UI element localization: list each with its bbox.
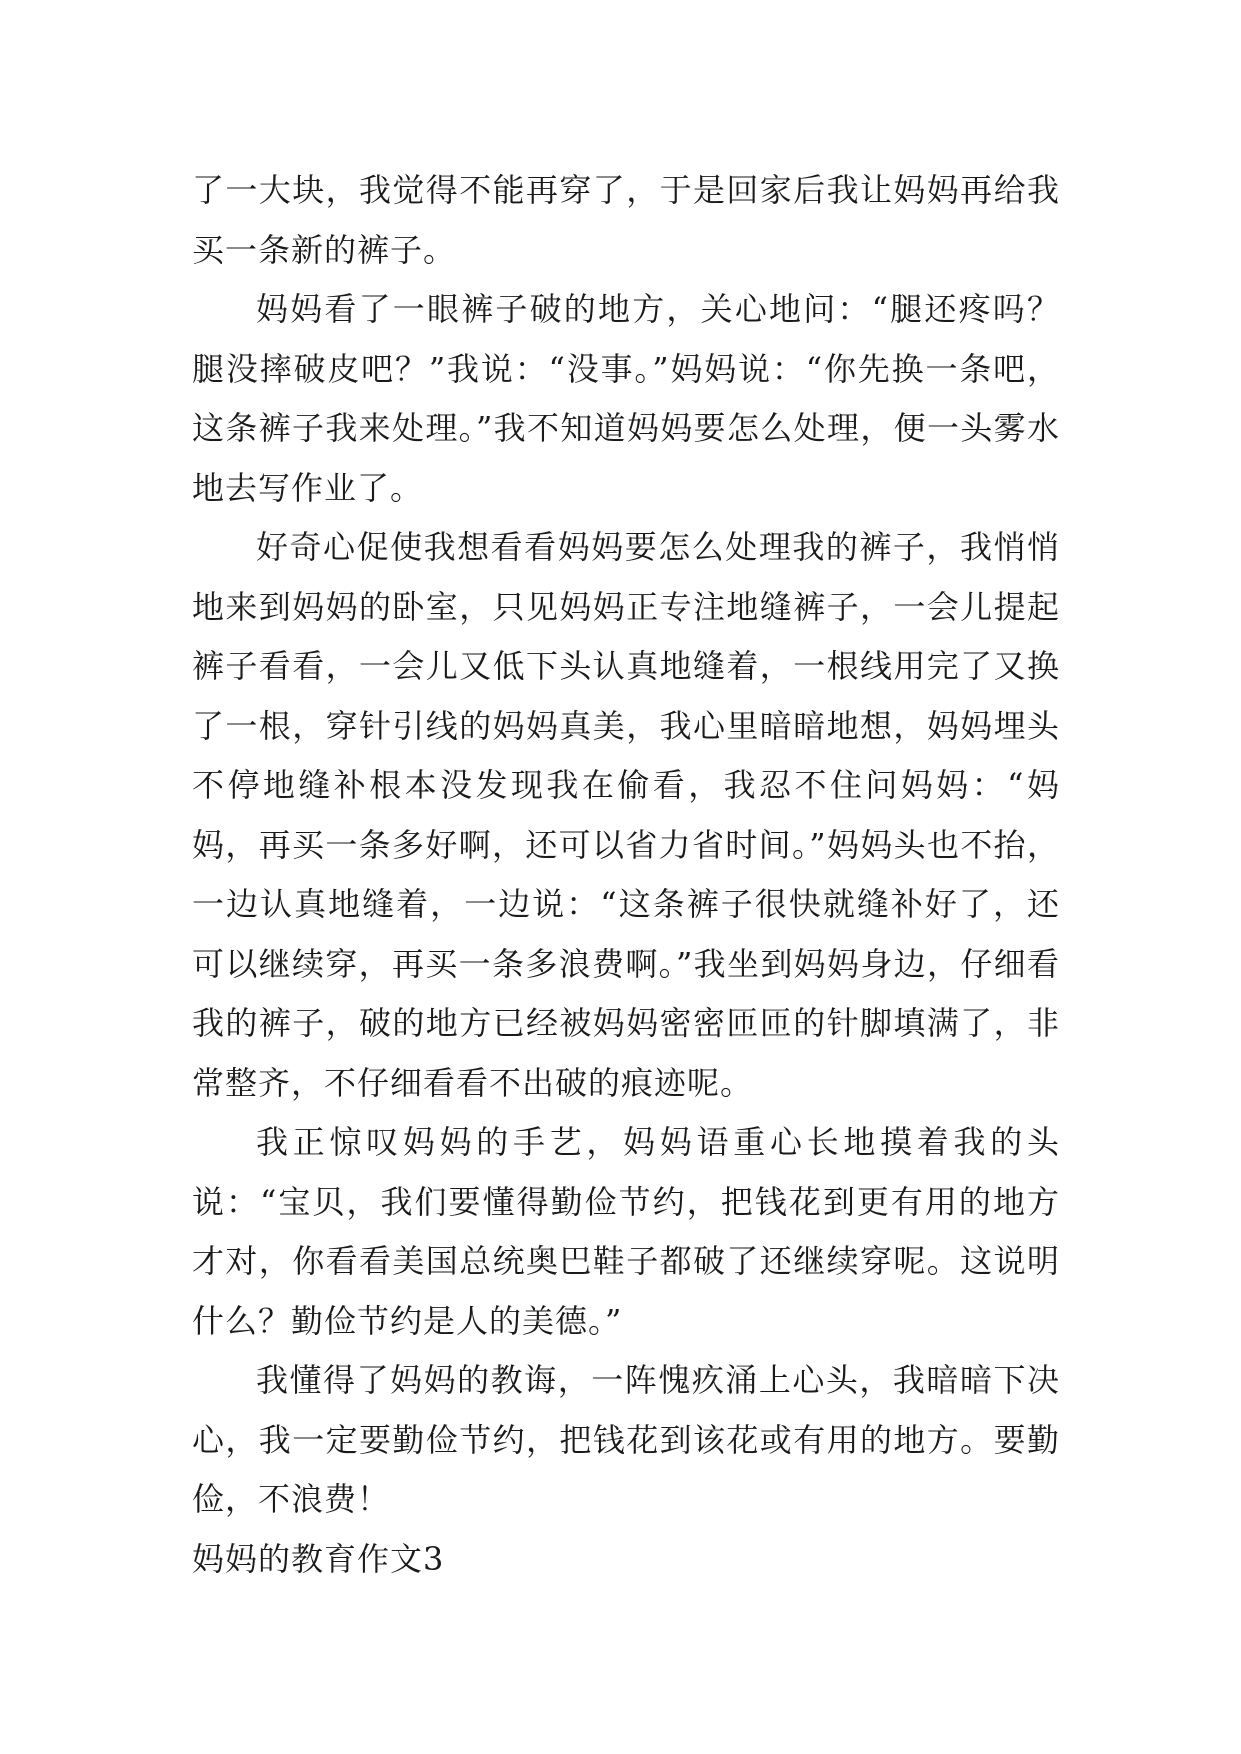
- section-heading: 妈妈的教育作文3: [192, 1539, 445, 1578]
- paragraph-4: 我正惊叹妈妈的手艺，妈妈语重心长地摸着我的头说：“宝贝，我们要懂得勤俭节约，把钱花到更有用的地方才对，你看看美国总统奥巴鞋子都破了还继续穿呢。这说明什么？勤俭节约是人的美德。”: [192, 1123, 1060, 1340]
- document-body: [192, 161, 1060, 1589]
- paragraph-3: 好奇心促使我想看看妈妈要怎么处理我的裤子，我悄悄地来到妈妈的卧室，只见妈妈正专注地缝裤子，一会儿提起裤子看看，一会儿又低下头认真地缝着，一根线用完了又换了一根，穿针引线的妈妈真美，我心里暗暗地想，妈妈埋头不停地缝补根本没发现我在偷看，我忍不住问妈妈：“妈妈，再买一条多好啊，还可以省力省时间。”妈妈头也不抬，一边认真地缝着，一边说：“这条裤子很快就缝补好了，还可以继续穿，再买一条多浪费啊。”我坐到妈妈身边，仔细看我的裤子，破的地方已经被妈妈密密匝匝的针脚填满了，非常整齐，不仔细看看不出破的痕迹呢。: [192, 528, 1060, 1102]
- paragraph-1: 了一大块，我觉得不能再穿了，于是回家后我让妈妈再给我买一条新的裤子。: [192, 171, 1060, 269]
- paragraph-5: 我懂得了妈妈的教诲，一阵愧疚涌上心头，我暗暗下决心，我一定要勤俭节约，把钱花到该花或有用的地方。要勤俭，不浪费！: [192, 1361, 1060, 1518]
- paragraph-2: 妈妈看了一眼裤子破的地方，关心地问：“腿还疼吗？腿没摔破皮吧？”我说：“没事。”妈妈说：“你先换一条吧，这条裤子我来处理。”我不知道妈妈要怎么处理，便一头雾水地去写作业了。: [192, 290, 1060, 507]
